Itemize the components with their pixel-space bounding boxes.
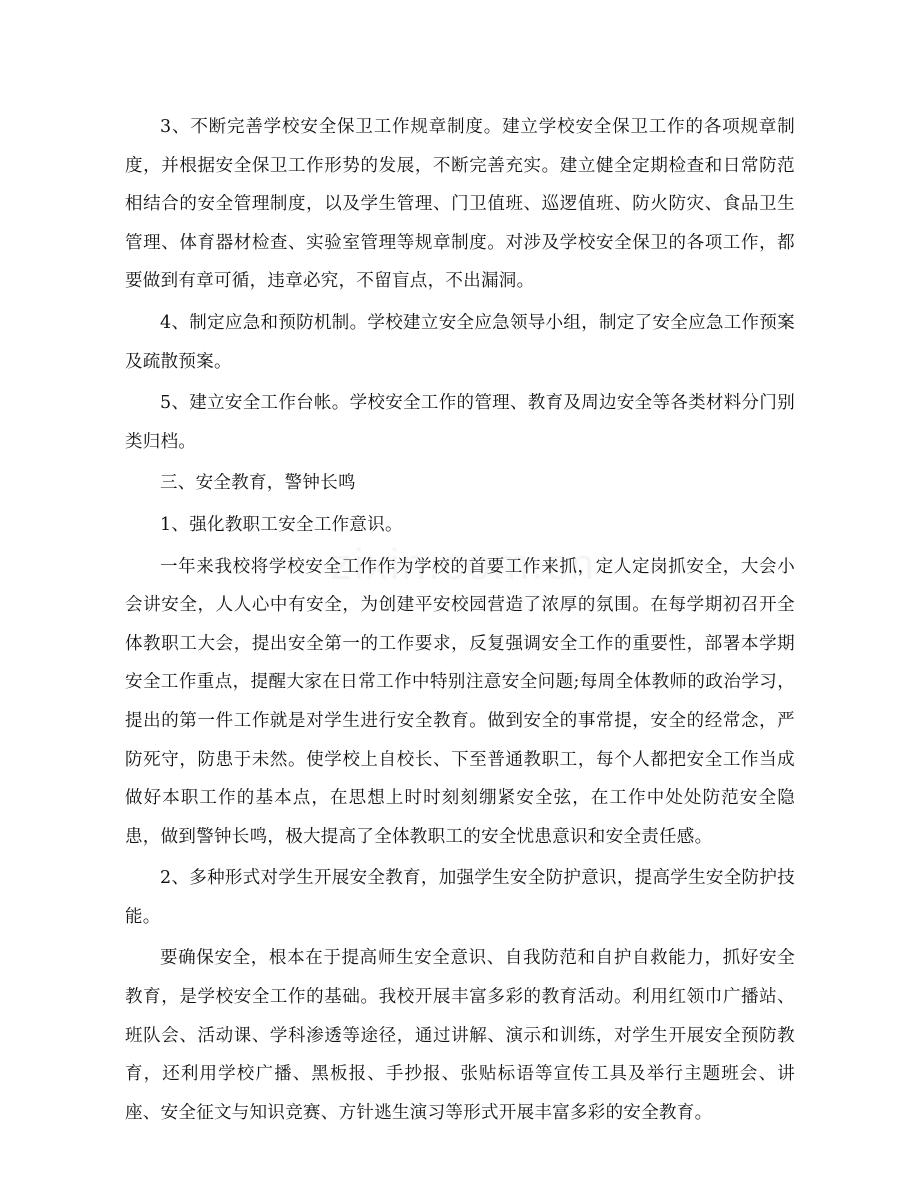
document-body bbox=[125, 108, 795, 1135]
paragraph-ledger: 5、建立安全工作台帐。学校安全工作的管理、教育及周边安全等各类材料分门别类归档。 bbox=[125, 393, 795, 452]
paragraph-emergency: 4、制定应急和预防机制。学校建立安全应急领导小组，制定了安全应急工作预案及疏散预案。 bbox=[125, 312, 795, 372]
paragraph-staff-awareness: 一年来我校将学校安全工作作为学校的首要工作来抓，定人定岗抓安全，大会小会讲安全，人人心中有安全，为创建平安校园营造了浓厚的氛围。在每学期初召开全体教职工大会，提出安全第一的工作要求，反复强调安全工作的重要性，部署本学期安全工作重点，提醒大家在日常工作中特别注意安全问题;每周全体教师的政治学习，提出的第一件工作就是对学生进行安全教育。做到安全的事常提，安全的经常念，严防死守，防患于未然。使学校上自校长、下至普通教职工，每个人都把安全工作当成做好本职工作的基本点，在思想上时时刻刻绷紧安全弦，在工作中处处防范安全隐患，做到警钟长鸣，极大提高了全体教职工的安全忧患意识和安全责任感。 bbox=[125, 556, 795, 847]
subheading-staff: 1、强化教职工安全工作意识。 bbox=[160, 514, 403, 535]
paragraph-rules: 3、不断完善学校安全保卫工作规章制度。建立学校安全保卫工作的各项规章制度，并根据安全保卫工作形势的发展，不断完善充实。建立健全定期检查和日常防范相结合的安全管理制度，以及学生管理、门卫值班、巡逻值班、防火防灾、食品卫生管理、体育器材检查、实验室管理等规章制度。对涉及学校安全保卫的各项工作，都要做到有章可循，违章必究，不留盲点，不出漏洞。 bbox=[125, 117, 795, 292]
subheading-students: 2、多种形式对学生开展安全教育，加强学生安全防护意识，提高学生安全防护技能。 bbox=[125, 868, 795, 927]
paragraph-student-education: 要确保安全，根本在于提高师生安全意识、自我防范和自护自救能力，抓好安全教育，是学校安全工作的基础。我校开展丰富多彩的教育活动。利用红领巾广播站、班队会、活动课、学科渗透等途径，通过讲解、演示和训练，对学生开展安全预防教育，还利用学校广播、黑板报、手抄报、张贴标语等宣传工具及举行主题班会、讲座、安全征文与知识竞赛、方针逃生演习等形式开展丰富多彩的安全教育。 bbox=[125, 948, 795, 1123]
section-heading: 三、安全教育，警钟长鸣 bbox=[160, 473, 356, 494]
